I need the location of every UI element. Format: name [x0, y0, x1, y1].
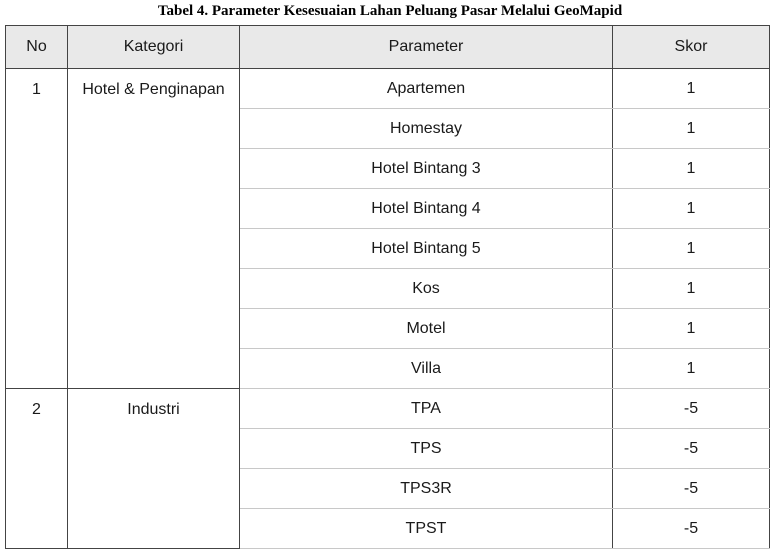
parameter-cell: Kos [240, 269, 613, 309]
skor-cell: 1 [613, 189, 770, 229]
parameter-table [5, 25, 770, 549]
column-header-no: No [6, 26, 68, 69]
parameter-cell: Hotel Bintang 3 [240, 149, 613, 189]
parameter-cell: TPS3R [240, 469, 613, 509]
group-no-cell: 2 [6, 389, 68, 549]
parameter-cell: Hotel Bintang 4 [240, 189, 613, 229]
skor-cell: 1 [613, 109, 770, 149]
skor-cell: -5 [613, 389, 770, 429]
skor-cell: 1 [613, 149, 770, 189]
parameter-cell: TPS [240, 429, 613, 469]
parameter-cell: TPA [240, 389, 613, 429]
skor-cell: 1 [613, 229, 770, 269]
skor-cell: -5 [613, 469, 770, 509]
parameter-cell: TPST [240, 509, 613, 549]
parameter-cell: Apartemen [240, 69, 613, 109]
column-header-kategori: Kategori [68, 26, 240, 69]
table-header [6, 26, 770, 69]
column-header-skor: Skor [613, 26, 770, 69]
table-row [6, 69, 770, 109]
skor-cell: 1 [613, 269, 770, 309]
parameter-cell: Villa [240, 349, 613, 389]
skor-cell: 1 [613, 349, 770, 389]
skor-cell: -5 [613, 509, 770, 549]
skor-cell: 1 [613, 309, 770, 349]
parameter-cell: Hotel Bintang 5 [240, 229, 613, 269]
group-kategori-cell: Industri [68, 389, 240, 549]
table-row [6, 389, 770, 429]
parameter-cell: Homestay [240, 109, 613, 149]
column-header-parameter: Parameter [240, 26, 613, 69]
header-row [6, 26, 770, 69]
table-body [6, 69, 770, 549]
table-caption: Tabel 4. Parameter Kesesuaian Lahan Peluang Pasar Melalui GeoMapid [157, 3, 623, 19]
group-kategori-cell: Hotel & Penginapan [68, 69, 240, 389]
group-no-cell: 1 [6, 69, 68, 389]
skor-cell: 1 [613, 69, 770, 109]
skor-cell: -5 [613, 429, 770, 469]
parameter-cell: Motel [240, 309, 613, 349]
